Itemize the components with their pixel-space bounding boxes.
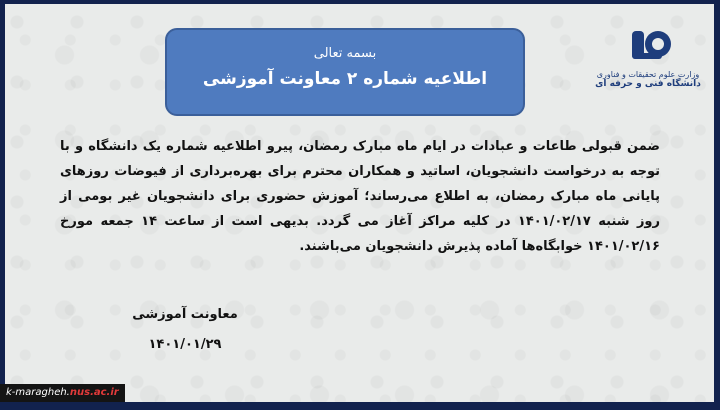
announcement-body: ضمن قبولی طاعات و عبادات در ایام ماه مبارک رمضان، پیرو اطلاعیه شماره یک دانشگاه و با توجه به درخواست دانشجویان، اساتید و همکاران محترم برای بهره‌برداری از فیوضات روزهای پایانی ماه مبارک رمضان، به اطلاع می‌رساند؛ آموزش حضوری برای دانشجویان غیر بومی از روز شنبه ۱۴۰۱/۰۲/۱۷ در کلیه مراکز آغاز می گردد. بدیهی است از ساعت ۱۴ جمعه مورخ ۱۴۰۱/۰۲/۱۶ خوابگاه‌ها آماده پذیرش دانشجویان می‌باشند. bbox=[60, 139, 660, 254]
logo-mark-icon bbox=[622, 26, 674, 66]
signature-date: ۱۴۰۱/۰۱/۲۹ bbox=[148, 337, 222, 352]
header-box bbox=[165, 28, 525, 116]
basmala-text: بسمه تعالی bbox=[313, 46, 377, 61]
watermark-prefix: k-maragheh. bbox=[6, 387, 70, 398]
site-watermark bbox=[0, 384, 125, 402]
logo-ministry-text: وزارت علوم تحقیقات و فناوری bbox=[596, 70, 700, 79]
signature-office: معاونت آموزشی bbox=[132, 307, 238, 322]
watermark-suffix: nus.ac.ir bbox=[69, 387, 119, 398]
logo-university-text: دانشگاه فنی و حرفه ای bbox=[595, 79, 701, 89]
university-logo bbox=[588, 26, 708, 116]
announcement-title: اطلاعیه شماره ۲ معاونت آموزشی bbox=[202, 69, 488, 89]
signature-block bbox=[110, 300, 260, 360]
